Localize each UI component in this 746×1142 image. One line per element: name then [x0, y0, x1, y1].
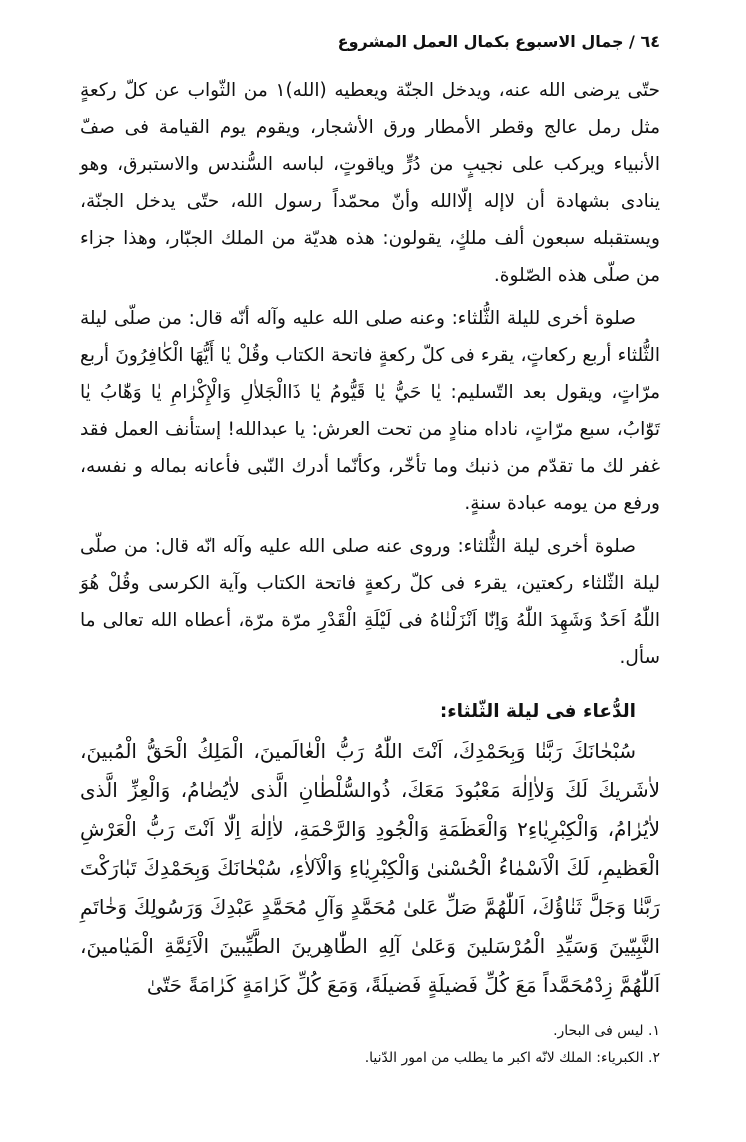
section-heading: الدُّعاء فى ليلة الثّلثاء: — [439, 701, 636, 722]
paragraph-prayer-two-rakats: صلوة أخرى ليلة الثُّلثاء: وروى عنه صلى الله عليه وآله انّه قال: من صلّى ليلة الثّلثاء ركعتين، يقرء فى كلّ ركعةٍ فاتحة الكتاب وآية الكرسى وقُلْ هُوَ اللّٰهُ اَحَدٌ وَشَهِدَ اللّٰهُ وَاِنّٰا اَنْزَلْنٰاهُ فى لَيْلَةِ الْقَدْرِ مرّة مرّة، أعطاه الله تعالى ما سأل. — [80, 536, 660, 668]
footnote-2: ٢. الكبرياء: الملك لانّه اكبر ما يطلب من امور الدّنيا. — [364, 1050, 660, 1066]
paragraph-prayer-four-rakats: صلوة أخرى لليلة الثُّلثاء: وعنه صلى الله عليه وآله أنّه قال: من صلّى ليلة الثُّلثاء أربع ركعاتٍ، يقرء فى كلّ ركعةٍ فاتحة الكتاب وقُلْ يٰا أَيُّهَا الْكٰافِرُونَ أربع مرّاتٍ، ويقول بعد التّسليم: يٰا حَيُّ يٰا قَيُّومُ يٰا ذَاالْجَلاٰلِ وَالْإِكْرٰامِ يٰا وَهّٰابُ يٰا تَوّٰابُ، سبع مرّاتٍ، ناداه منادٍ من تحت العرش: يا عبدالله! إستأنف العمل فقد غفر لك ما تقدّم من ذنبك وما تأخّر، وكأنّما أدرك النّبى فأعانه بماله و نفسه، ورفع من يومه عبادة سنةٍ. — [80, 308, 660, 514]
paragraph-continuation: حتّى يرضى الله عنه، ويدخل الجنّة ويعطيه (الله)١ من الثّواب عن كلّ ركعةٍ مثل رمل عالج وقطر الأمطار ورق الأشجار، ويقوم يوم القيامة فى صفّ الأنبياء ويركب على نجيبٍ من دُرٍّ وياقوتٍ، لباسه السُّندس والاستبرق، وهو ينادى بشهادة أن لاإله إلّاالله وأنّ محمّداً رسول الله، حتّى يدخل الجنّة، ويستقبله سبعون ألف ملكٍ، يقولون: هذه هديّة من الملك الجبّار، وهذا جزاء من صلّى هذه الصّلوة. — [80, 80, 660, 286]
body-text — [80, 72, 660, 1005]
footnotes — [80, 1018, 660, 1072]
running-head: ٦٤ / جمال الاسبوع بكمال العمل المشروع — [337, 32, 660, 51]
footnote-1: ١. ليس فى البحار. — [553, 1023, 660, 1039]
dua-text: سُبْحٰانَكَ رَبَّنٰا وَبِحَمْدِكَ، اَنْتَ اللّٰهُ رَبُّ الْعٰالَمينَ، الْمَلِكُ الْحَقُّ الْمُبينَ، لاٰشَريكَ لَكَ وَلاٰاِلٰهَ مَعْبُودَ مَعَكَ، ذُوالسُّلْطٰانِ الَّذى لاٰيُضٰامُ، وَالْعِزِّ الَّذى لاٰيُرٰامُ، وَالْكِبْرِيٰاءِ٢ وَالْعَظَمَةِ وَالْجُودِ وَالرَّحْمَةِ، لاٰاِلٰهَ اِلّٰا اَنْتَ رَبُّ الْعَرْشِ الْعَظيمِ، لَكَ الْاَسْمٰاءُ الْحُسْنىٰ وَالْكِبْرِيٰاءِ وَالْآلاٰءِ، سُبْحٰانَكَ وَبِحَمْدِكَ تَبٰارَكْتَ رَبَّنٰا وَجَلَّ ثَنٰاؤُكَ، اَللّٰهُمَّ صَلِّ عَلىٰ مُحَمَّدٍ وَآلِ مُحَمَّدٍ عَبْدِكَ وَرَسُولِكَ وَخٰاتَمِ النَّبِيّينَ وَسَيِّدِ الْمُرْسَلينَ وَعَلىٰ آلِهِ الطّٰاهِرينَ الطَّيِّبينَ الْاَئِمَّةِ الْمَيٰامينَ، اَللّٰهُمَّ زِدْمُحَمَّداً مَعَ كُلِّ فَضيلَةٍ فَضيلَةً، وَمَعَ كُلِّ كَرٰامَةٍ كَرٰامَةً حَتّىٰ — [80, 739, 660, 997]
